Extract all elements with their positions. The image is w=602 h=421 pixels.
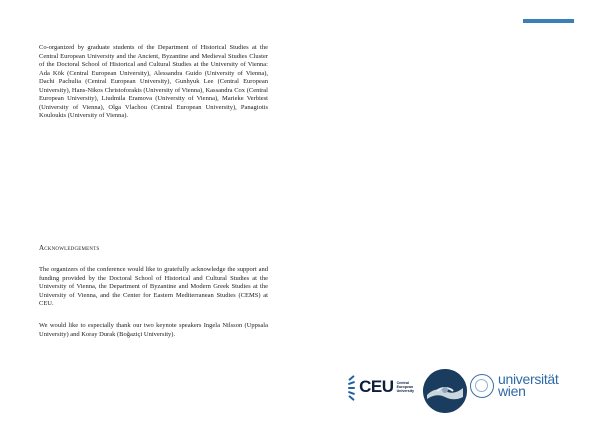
header-accent-rule [523,19,574,23]
ceu-logo-subtitle: Central European University [396,381,414,393]
acknowledgements-text-2: We would like to especially thank our two keynote speakers Ingela Nilsson (Uppsala University) and Koray Durak (Boğaziçi University). [39,322,268,338]
acknowledgements-paragraph-1 [39,266,268,309]
ceu-logo [343,370,421,404]
coorganizers-paragraph [39,44,268,121]
acknowledgements-paragraph-2 [39,322,268,339]
university-logo-text [498,373,559,397]
university-seal-icon [470,374,494,398]
handshake-icon [423,369,467,413]
acknowledgements-text-1: The organizers of the conference would like to gratefully acknowledge the support and funding provided by the Doctoral School of Historical and Cultural Studies at the University of Vienna, the Department of Byzantine and Modern Greek Studies at the University of Vienna, and the Center for Eastern Mediterranean Studies (CEMS) at CEU. [39,266,268,307]
handshake-emblem-logo [423,369,467,413]
uni-logo-line-2: wien [498,383,526,399]
university-vienna-logo [470,372,570,408]
coorganizers-text: Co-organized by graduate students of the Department of Historical Studies at the Central European University and the Ancient, Byzantine and Medieval Studies Cluster of the Doctoral School of Historical and Cultural Studies at the University of Vienna: Ada Kök (Central European University), Alessandra Guido (University of Vienna), Dachi Pachulia (Central European University), Gunhyuk Lee (Central European University), Hans-Nikos Christoforakis (University of Vienna), Kassandra Cox (Central European University), Liudmila Eramova (University of Vienna), Marieke Verbiest (University of Vienna), Olga Vlachou (Central European University), Panagiotis Kouloukis (University of Vienna). [39,44,268,119]
acknowledgements-heading: Acknowledgements [39,244,100,252]
ceu-logo-word: CEU [359,377,394,396]
ceu-burst-icon [343,375,356,399]
uni-logo-line-1: universität [498,371,559,387]
